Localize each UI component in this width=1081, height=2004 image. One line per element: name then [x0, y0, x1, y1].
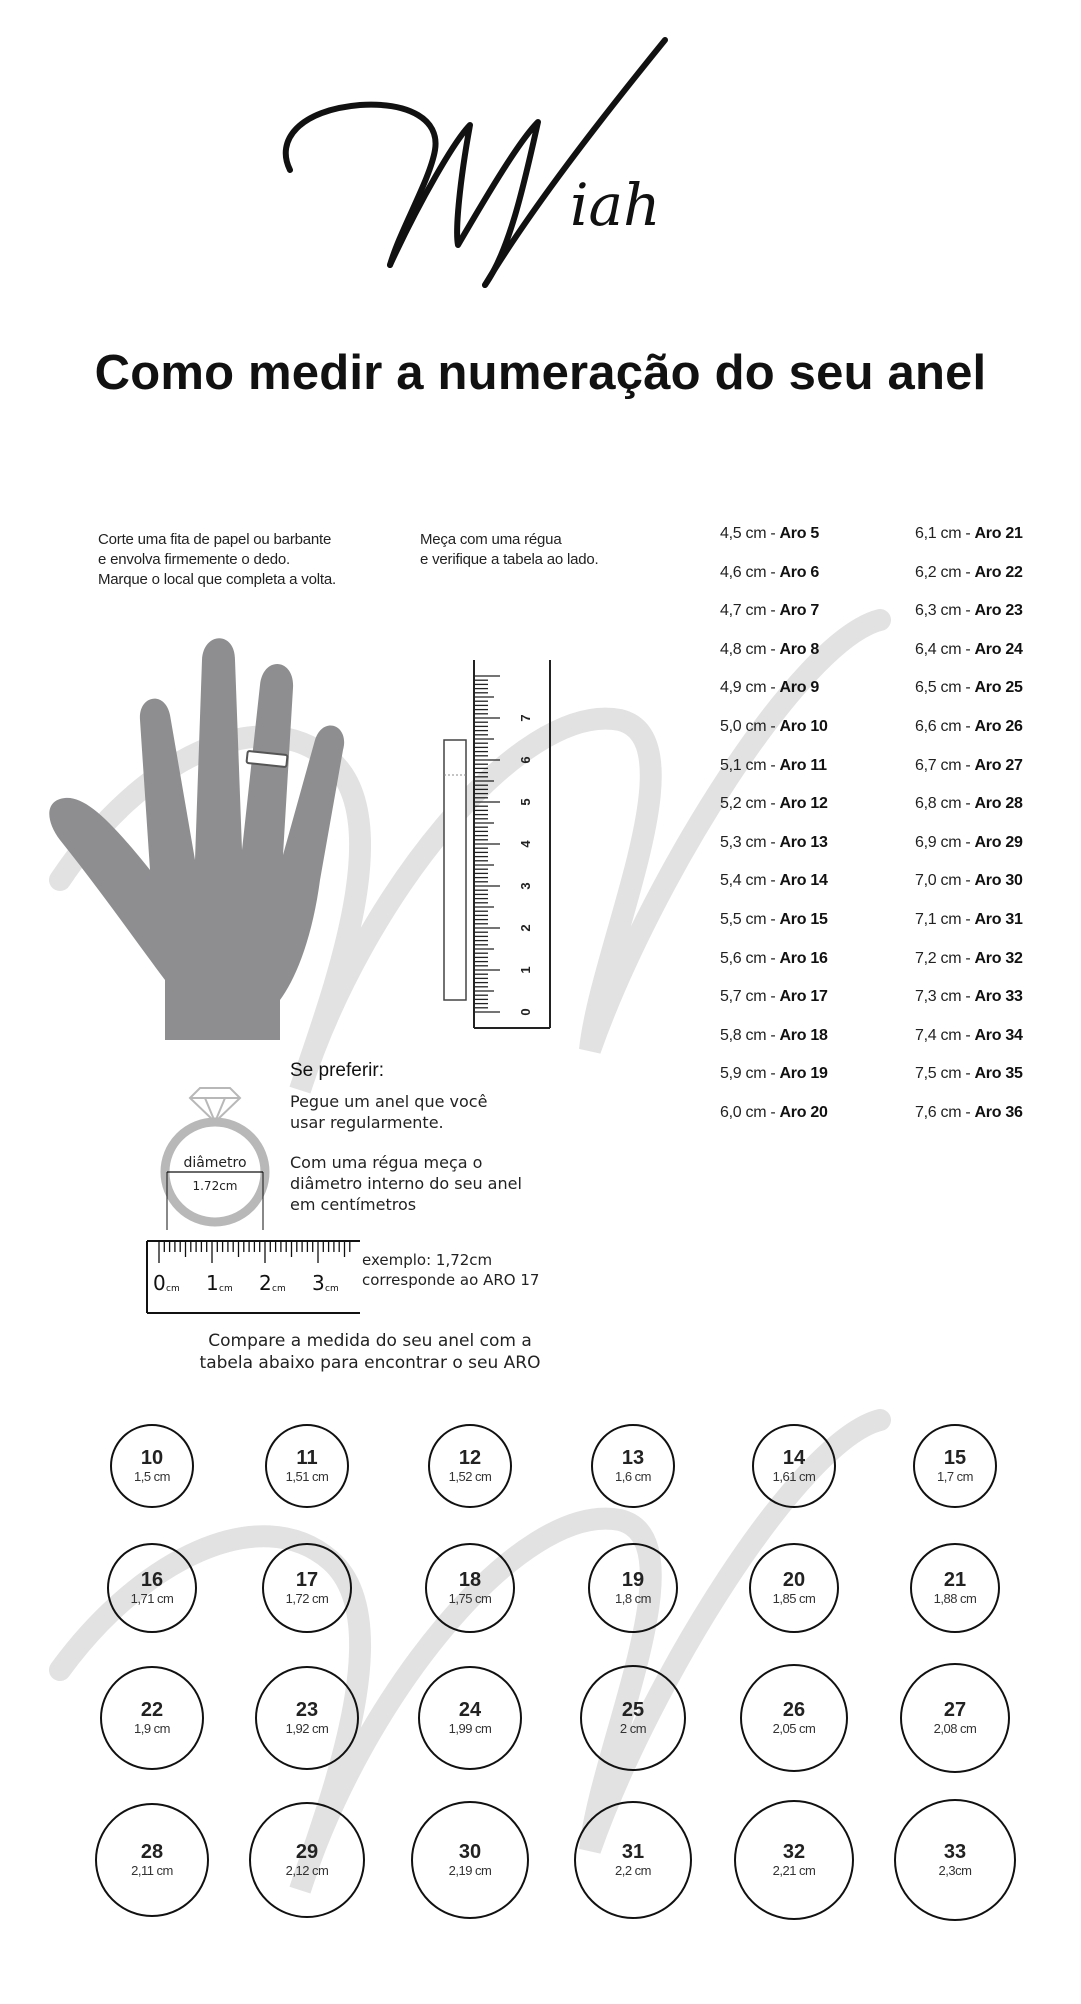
size-aro: Aro 5 — [779, 525, 819, 542]
size-row — [915, 757, 1023, 775]
size-row — [915, 718, 1023, 736]
small-ruler-unit: cm — [219, 1284, 233, 1294]
size-row — [720, 525, 819, 543]
circle-aro-number: 19 — [621, 1569, 645, 1591]
size-row — [720, 757, 827, 775]
size-aro: Aro 30 — [974, 872, 1023, 890]
circle-aro-number: 17 — [295, 1569, 319, 1591]
size-row — [915, 872, 1023, 890]
circle-aro-number: 11 — [296, 1447, 318, 1469]
hand-illustration — [40, 620, 360, 1040]
instruction-line: e envolva firmemente o dedo. — [98, 551, 291, 568]
size-row — [915, 602, 1023, 620]
circle-aro-number: 32 — [782, 1841, 806, 1863]
ruler-number: 3 — [518, 882, 533, 890]
circle-aro-number: 29 — [295, 1841, 319, 1863]
size-aro: Aro 9 — [779, 679, 819, 697]
ring-size-circle — [580, 1665, 686, 1771]
small-ruler-unit: cm — [166, 1284, 180, 1294]
circle-diameter: 1,85 cm — [772, 1591, 816, 1606]
example-text — [362, 1250, 582, 1290]
circle-aro-number: 13 — [621, 1447, 645, 1469]
circle-diameter: 2,12 cm — [285, 1863, 329, 1878]
alternative-step-1 — [290, 1091, 550, 1133]
size-row — [915, 950, 1023, 968]
circle-diameter: 1,75 cm — [448, 1591, 492, 1606]
ring-size-circle — [428, 1424, 512, 1508]
size-aro: Aro 36 — [974, 1104, 1023, 1121]
circle-aro-number: 24 — [458, 1699, 482, 1721]
circle-aro-number: 20 — [782, 1569, 806, 1591]
circle-aro-number: 21 — [943, 1569, 967, 1591]
circle-diameter: 2,2 cm — [614, 1863, 651, 1878]
circle-diameter: 1,92 cm — [285, 1721, 329, 1736]
circle-aro-number: 30 — [458, 1841, 482, 1863]
size-row — [720, 602, 819, 620]
step-line: Pegue um anel que você — [290, 1092, 488, 1111]
small-ruler-number: 0 — [153, 1271, 166, 1295]
ring-size-circle — [249, 1802, 365, 1918]
size-row — [915, 834, 1023, 852]
circle-aro-number: 16 — [140, 1569, 164, 1591]
instructions-right — [420, 530, 640, 570]
svg-text:iah: iah — [570, 171, 661, 239]
circle-diameter: 2,19 cm — [448, 1863, 492, 1878]
size-row — [720, 718, 828, 736]
small-ruler-number: 2 — [259, 1271, 272, 1295]
circle-diameter: 2,08 cm — [933, 1721, 977, 1736]
size-row — [915, 679, 1023, 697]
step-line: Com uma régua meça o — [290, 1153, 483, 1172]
ring-size-circle — [262, 1543, 352, 1633]
circle-diameter: 2,05 cm — [772, 1721, 816, 1736]
circle-diameter: 1,99 cm — [448, 1721, 492, 1736]
size-cm: 7,1 cm - — [915, 911, 975, 928]
size-row — [720, 950, 828, 968]
size-row — [915, 564, 1023, 582]
size-row — [720, 1104, 828, 1122]
alternative-heading: Se preferir: — [290, 1060, 384, 1081]
ring-size-circle — [591, 1424, 675, 1508]
circle-aro-number: 33 — [943, 1841, 967, 1863]
step-line: usar regularmente. — [290, 1113, 444, 1132]
instruction-line: e verifique a tabela ao lado. — [420, 551, 599, 568]
ruler-number: 0 — [518, 1008, 533, 1016]
circle-diameter: 2,11 cm — [131, 1863, 173, 1878]
size-cm: 5,5 cm - — [720, 911, 780, 928]
size-aro: Aro 16 — [779, 949, 828, 967]
small-ruler-unit: cm — [272, 1284, 286, 1294]
size-aro: Aro 12 — [779, 795, 828, 813]
size-cm: 6,3 cm - — [915, 602, 975, 620]
circle-diameter: 1,8 cm — [614, 1591, 651, 1606]
circle-aro-number: 23 — [295, 1699, 319, 1721]
circle-aro-number: 18 — [458, 1569, 482, 1591]
size-row — [915, 1104, 1023, 1122]
circle-diameter: 1,71 cm — [130, 1591, 174, 1606]
size-cm: 5,0 cm - — [720, 718, 780, 735]
size-row — [915, 641, 1023, 659]
ring-size-circle — [255, 1666, 359, 1770]
size-row — [915, 795, 1023, 813]
ring-size-circle — [574, 1801, 692, 1919]
ring-size-circle — [752, 1424, 836, 1508]
size-aro: Aro 7 — [779, 602, 819, 620]
size-aro: Aro 18 — [779, 1026, 828, 1044]
size-aro: Aro 26 — [974, 718, 1023, 735]
ring-size-circle — [900, 1663, 1010, 1773]
size-row — [720, 795, 828, 813]
example-line: corresponde ao ARO 17 — [362, 1271, 540, 1289]
small-ruler-illustration — [145, 1235, 365, 1315]
size-cm: 6,5 cm - — [915, 679, 975, 697]
size-cm: 6,7 cm - — [915, 756, 975, 774]
size-aro: Aro 23 — [974, 602, 1023, 620]
size-aro: Aro 11 — [779, 756, 827, 774]
page-title: Como medir a numeração do seu anel — [94, 346, 987, 400]
size-row — [720, 988, 828, 1006]
small-ruler-number: 1 — [206, 1271, 219, 1295]
instruction-line: Meça com uma régua — [420, 531, 562, 548]
size-aro: Aro 31 — [974, 911, 1023, 928]
circle-diameter: 2 cm — [619, 1721, 647, 1736]
size-cm: 5,1 cm - — [720, 756, 780, 774]
size-cm: 7,2 cm - — [915, 949, 975, 967]
size-row — [720, 1065, 828, 1083]
ring-size-circle — [95, 1803, 209, 1917]
size-cm: 7,5 cm - — [915, 1065, 975, 1083]
circle-diameter: 1,72 cm — [285, 1591, 329, 1606]
ruler-number: 4 — [518, 840, 533, 848]
ring-illustration — [150, 1080, 280, 1230]
size-cm: 5,4 cm - — [720, 872, 780, 890]
ring-size-circle — [418, 1666, 522, 1770]
size-row — [720, 564, 819, 582]
size-cm: 4,5 cm - — [720, 525, 780, 542]
size-row — [915, 1027, 1023, 1045]
size-aro: Aro 28 — [974, 795, 1023, 813]
size-row — [720, 872, 828, 890]
size-cm: 6,8 cm - — [915, 795, 975, 813]
size-row — [915, 525, 1023, 543]
ring-size-circle — [110, 1424, 194, 1508]
circle-diameter: 1,5 cm — [133, 1469, 170, 1484]
size-cm: 6,0 cm - — [720, 1104, 780, 1121]
circle-diameter: 1,6 cm — [614, 1469, 651, 1484]
size-row — [915, 988, 1023, 1006]
size-aro: Aro 33 — [974, 988, 1023, 1006]
circle-diameter: 1,51 cm — [285, 1469, 329, 1484]
circle-diameter: 1,7 cm — [936, 1469, 973, 1484]
ring-size-circle — [107, 1543, 197, 1633]
size-cm: 6,1 cm - — [915, 525, 975, 542]
size-cm: 4,6 cm - — [720, 563, 780, 581]
small-ruler-unit: cm — [325, 1284, 339, 1294]
ring-size-circle — [740, 1664, 848, 1772]
circle-diameter: 1,9 cm — [133, 1721, 170, 1736]
size-aro: Aro 13 — [779, 833, 828, 851]
size-cm: 7,4 cm - — [915, 1026, 975, 1044]
size-aro: Aro 35 — [974, 1065, 1023, 1083]
circle-aro-number: 12 — [458, 1447, 482, 1469]
ring-size-circle — [913, 1424, 997, 1508]
size-cm: 5,2 cm - — [720, 795, 780, 813]
miah-logo — [270, 30, 810, 320]
size-row — [720, 679, 819, 697]
size-cm: 5,6 cm - — [720, 949, 780, 967]
ring-size-circle — [265, 1424, 349, 1508]
circle-aro-number: 10 — [140, 1447, 164, 1469]
compare-text — [150, 1330, 590, 1374]
circle-aro-number: 22 — [140, 1699, 164, 1721]
size-cm: 7,0 cm - — [915, 872, 975, 890]
ring-size-circle — [734, 1800, 854, 1920]
size-aro: Aro 24 — [974, 640, 1023, 658]
size-row — [720, 911, 828, 929]
size-aro: Aro 19 — [779, 1065, 828, 1083]
size-aro: Aro 25 — [974, 679, 1023, 697]
ring-size-circle — [425, 1543, 515, 1633]
size-aro: Aro 10 — [779, 718, 828, 735]
circle-diameter: 1,88 cm — [933, 1591, 977, 1606]
size-cm: 6,4 cm - — [915, 640, 975, 658]
ruler-number: 5 — [518, 798, 533, 806]
ruler-number: 6 — [518, 756, 533, 764]
size-cm: 4,8 cm - — [720, 640, 780, 658]
size-cm: 4,7 cm - — [720, 602, 780, 620]
size-aro: Aro 22 — [974, 563, 1023, 581]
instructions-left — [98, 530, 388, 590]
size-cm: 6,6 cm - — [915, 718, 975, 735]
size-aro: Aro 6 — [779, 563, 819, 581]
size-row — [720, 641, 819, 659]
size-aro: Aro 34 — [974, 1026, 1023, 1044]
ring-diameter-label: diâmetro — [183, 1155, 247, 1171]
size-cm: 4,9 cm - — [720, 679, 780, 697]
circle-diameter: 1,52 cm — [448, 1469, 492, 1484]
ring-size-circle — [588, 1543, 678, 1633]
circle-diameter: 2,3cm — [938, 1863, 972, 1878]
size-aro: Aro 8 — [779, 640, 819, 658]
size-cm: 7,6 cm - — [915, 1104, 975, 1121]
alternative-step-2 — [290, 1152, 550, 1215]
compare-line: tabela abaixo para encontrar o seu ARO — [199, 1353, 541, 1373]
circle-aro-number: 31 — [621, 1841, 645, 1863]
ring-size-circle — [411, 1801, 529, 1919]
instruction-line: Marque o local que completa a volta. — [98, 571, 336, 588]
size-cm: 5,3 cm - — [720, 833, 780, 851]
ring-diameter-value: 1.72cm — [192, 1179, 238, 1193]
circle-aro-number: 26 — [782, 1699, 806, 1721]
ring-size-circle — [749, 1543, 839, 1633]
circle-aro-number: 28 — [140, 1841, 164, 1863]
size-aro: Aro 32 — [974, 949, 1023, 967]
size-cm: 5,7 cm - — [720, 988, 780, 1006]
instruction-line: Corte uma fita de papel ou barbante — [98, 531, 332, 548]
size-row — [915, 1065, 1023, 1083]
size-cm: 6,2 cm - — [915, 563, 975, 581]
size-aro: Aro 15 — [779, 911, 828, 928]
step-line: diâmetro interno do seu anel — [290, 1174, 522, 1193]
size-aro: Aro 17 — [779, 988, 828, 1006]
size-cm: 6,9 cm - — [915, 833, 975, 851]
ring-size-circle — [910, 1543, 1000, 1633]
circle-aro-number: 25 — [621, 1699, 645, 1721]
small-ruler-number: 3 — [312, 1271, 325, 1295]
size-aro: Aro 14 — [779, 872, 828, 890]
ruler-number: 7 — [518, 714, 533, 722]
circle-aro-number: 15 — [943, 1447, 967, 1469]
circle-diameter: 1,61 cm — [772, 1469, 816, 1484]
size-cm: 5,8 cm - — [720, 1026, 780, 1044]
circle-diameter: 2,21 cm — [772, 1863, 816, 1878]
step-line: em centímetros — [290, 1195, 417, 1214]
size-aro: Aro 21 — [974, 525, 1023, 542]
circle-aro-number: 14 — [782, 1447, 806, 1469]
size-row — [720, 1027, 828, 1045]
size-cm: 5,9 cm - — [720, 1065, 780, 1083]
ruler-illustration — [440, 660, 560, 1040]
size-aro: Aro 27 — [974, 756, 1023, 774]
ring-size-circle — [100, 1666, 204, 1770]
size-cm: 7,3 cm - — [915, 988, 975, 1006]
size-row — [915, 911, 1023, 929]
compare-line: Compare a medida do seu anel com a — [208, 1331, 532, 1351]
ruler-number: 1 — [518, 966, 533, 974]
ruler-number: 2 — [518, 924, 533, 932]
size-row — [720, 834, 828, 852]
size-aro: Aro 20 — [779, 1104, 828, 1121]
ring-size-circle — [894, 1799, 1016, 1921]
circle-aro-number: 27 — [943, 1699, 967, 1721]
example-line: exemplo: 1,72cm — [362, 1251, 493, 1269]
size-aro: Aro 29 — [974, 833, 1023, 851]
